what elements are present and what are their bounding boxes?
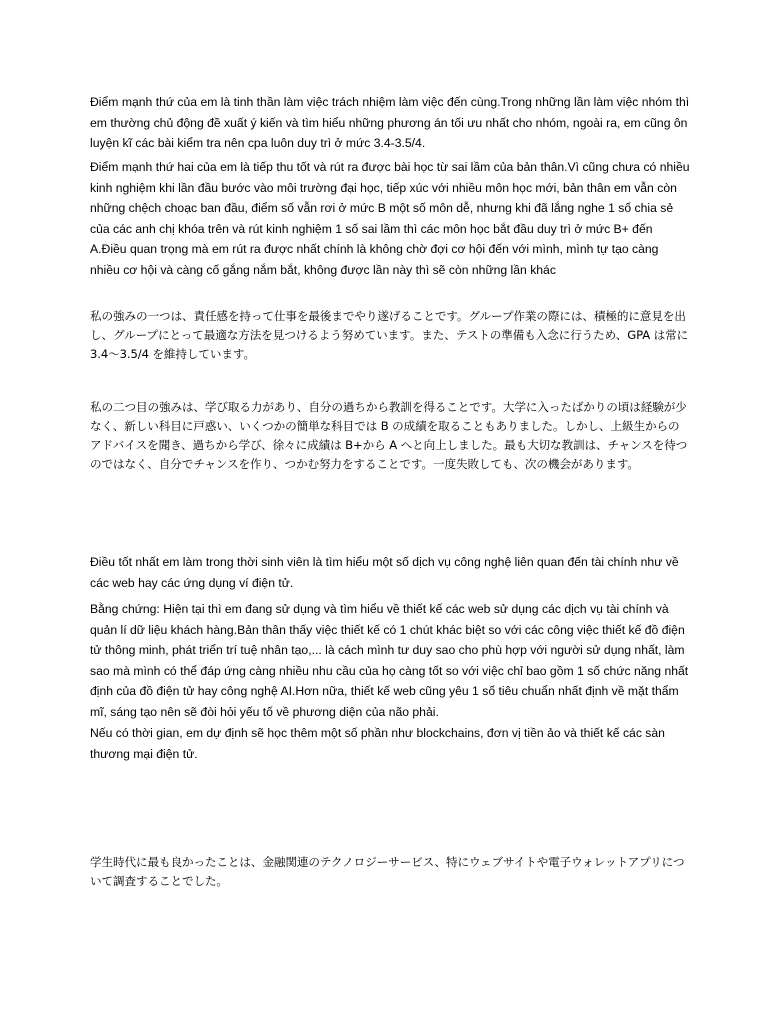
vi-strength-paragraph-1: Điểm mạnh thứ của em là tinh thần làm việc trách nhiệm làm việc đến cùng.Trong những lần làm việc nhóm thì em thường chủ động đề xuất ý kiến và tìm hiểu những phương án tối ưu nhất cho nhóm, ngoài ra, em cũng ôn luyện kĩ các bài kiểm tra nên cpa luôn duy trì ở mức 3.4-3.5/4. — [90, 95, 690, 150]
jp-best-paragraph-1: 学生時代に最も良かったことは、金融関連のテクノロジーサービス、特にウェブサイトや電子ウォレットアプリについて調査することでした。 — [90, 855, 685, 888]
vi-best-paragraph-3: Nếu có thời gian, em dự định sẽ học thêm một số phần như blockchains, đơn vị tiền ảo và thiết kế các sàn thương mại điện tử. — [90, 726, 665, 761]
vi-best-paragraph-2: Bằng chứng: Hiện tại thì em đang sử dụng và tìm hiểu về thiết kế các web sử dụng các dịch vụ tài chính và quản lí dữ liệu khách hàng.Bản thân thấy việc thiết kế có 1 chút khác biệt so với các công việc thiết kế đồ điện tử thông minh, phát triển trí tuệ nhân tạo,... là cách mình tư duy sao cho phù hợp với người sử dụng nhất, làm sao mà mình có thể đáp ứng càng nhiều nhu cầu của họ càng tốt so với việc chỉ bao gồm 1 số chức năng nhất định của đồ điện tử hay công nghệ AI.Hơn nữa, thiết kế web cũng yêu 1 số tiêu chuẩn nhất định về mặt thẩm mĩ, sáng tạo nên sẽ đòi hỏi yếu tố về phương diện của não phải. — [90, 602, 689, 719]
jp-strength-paragraph-1: 私の強みの一つは、責任感を持って仕事を最後までやり遂げることです。グループ作業の際には、積極的に意見を出し、グループにとって最適な方法を見つけるよう努めています。また、テストの準備も入念に行うため、GPA は常に 3.4〜3.5/4 を維持しています。 — [90, 309, 689, 361]
vi-best-paragraph-1: Điều tốt nhất em làm trong thời sinh viên là tìm hiểu một số dịch vụ công nghệ liên quan đến tài chính như về các web hay các ứng dụng ví điện tử. — [90, 555, 679, 590]
jp-strength-paragraph-2: 私の二つ目の強みは、学び取る力があり、自分の過ちから教訓を得ることです。大学に入ったばかりの頃は経験が少なく、新しい科目に戸惑い、いくつかの簡単な科目では B の成績を取ることもありました。しかし、上級生からのアドバイスを聞き、過ちから学び、徐々に成績は B+から A へと向上しました。最も大切な教訓は、チャンスを待つのではなく、自分でチャンスを作り、つかむ努力をすることです。一度失敗しても、次の機会があります。 — [90, 400, 688, 471]
vi-strength-paragraph-2: Điểm mạnh thứ hai của em là tiếp thu tốt và rút ra được bài học từ sai lầm của bản thân.Vì cũng chưa có nhiều kinh nghiệm khi lần đầu bước vào môi trường đại học, tiếp xúc với nhiều môn học mới, bản thân em vẫn còn những chệch choạc ban đầu, điểm số vẫn rơi ở mức B một số môn dễ, nhưng khi đã lắng nghe 1 số chia sẻ của các anh chị khóa trên và rút kinh nghiệm 1 số sai lầm thì các môn học bắt đầu duy trì ở mức B+ đến A.Điều quan trọng mà em rút ra được nhất chính là không chờ đợi cơ hội đến với mình, mình tự tạo càng nhiều cơ hội và càng cố gắng nắm bắt, không được lần này thì sẽ còn những lần khác — [90, 160, 690, 277]
